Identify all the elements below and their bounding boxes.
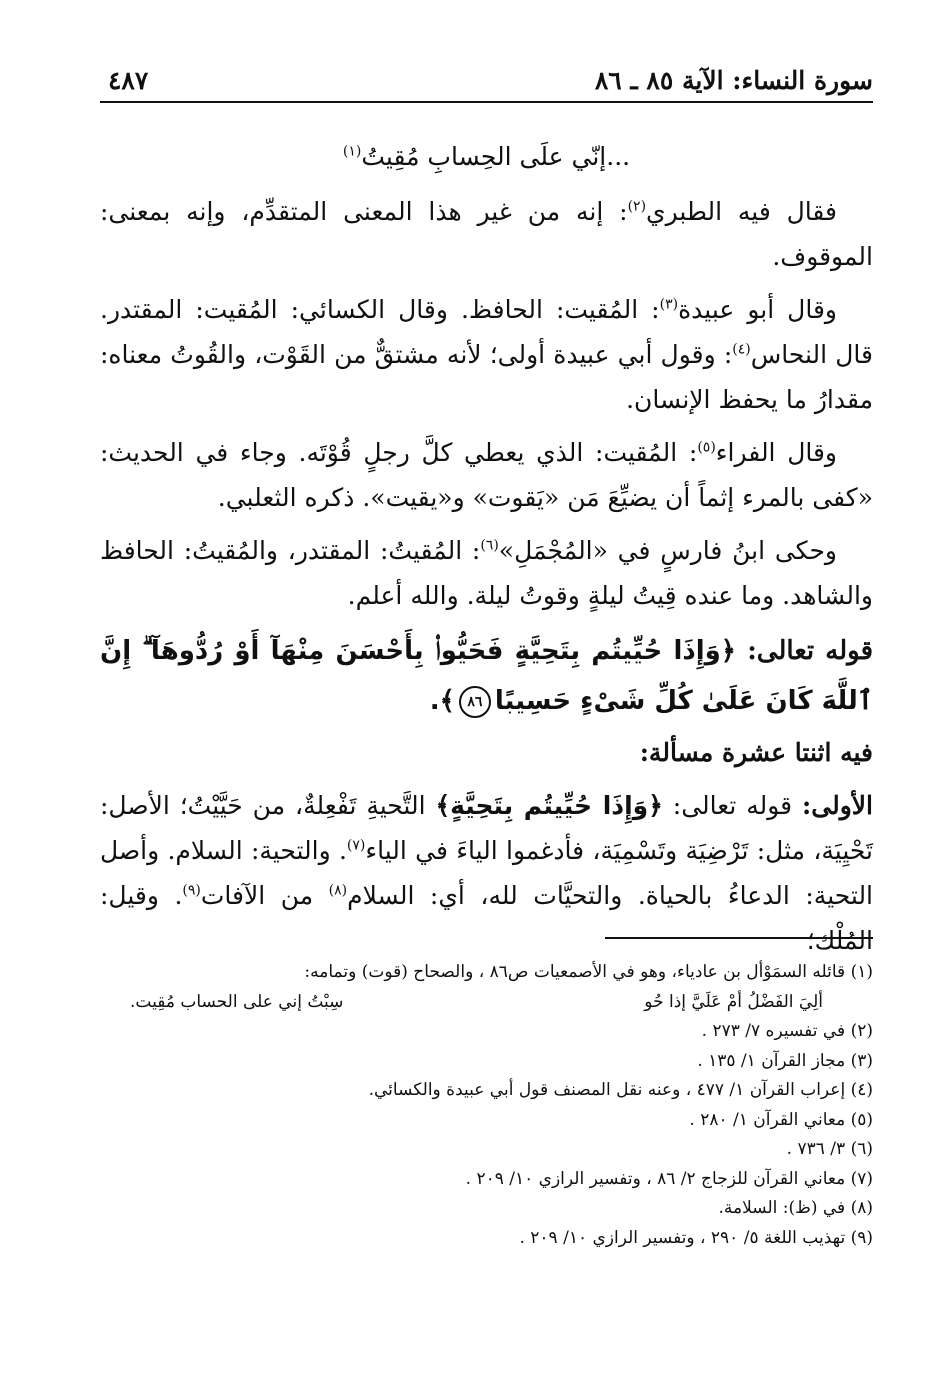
quran-label: قوله تعالى: — [736, 636, 874, 666]
footnotes — [100, 958, 873, 1253]
quran-text: ﴿وَإِذَا حُيِّيتُم بِتَحِيَّةٍ فَحَيُّوا۟ بِأَحْسَنَ مِنْهَآ أَوْ رُدُّوهَآ ۗ إِنَّ ٱللَّهَ كَانَ عَلَىٰ كُلِّ شَىْءٍ حَسِيبًا — [100, 636, 873, 716]
poem-hemistich-1: ألِيَ الفَضْلُ أمْ عَلَيَّ إذا حُو — [644, 991, 823, 1012]
text-run: وقال الفراء — [715, 438, 837, 467]
text-run: التَّحيةِ تَفْعِلةٌ، من حَيَّيْتُ؛ الأصل: تَحْيِيَة، مثل: تَرْضِيَة وتَسْمِيَة، فأدغموا الياءَ في الياء — [100, 791, 873, 865]
inline-quran: ﴿وَإِذَا حُيِّيتُم بِتَحِيَّةٍ﴾ — [435, 791, 663, 820]
paragraph-abu-ubayda — [100, 287, 873, 422]
footnote-ref: (٣) — [659, 296, 679, 313]
footnote-7: (٧) معاني القرآن للزجاج ٢/ ٨٦ ، وتفسير الرازي ١٠/ ٢٠٩ . — [465, 1168, 873, 1189]
footnote-ref: (٤) — [732, 341, 751, 358]
ayah-number-marker: ٨٦ — [459, 686, 491, 718]
text-run: وحكى ابنُ فارسٍ في «المُجْمَلِ» — [498, 536, 837, 565]
footnote-ref: (٥) — [697, 439, 716, 456]
paragraph-first-issue — [100, 783, 873, 963]
text-run: : المُقيتُ: المقتدر، والمُقيتُ: الحافظ والشاهد. وما عنده قِيتُ ليلةٍ وقوتُ ليلة. والله أعلم. — [100, 536, 873, 610]
header-divider — [100, 101, 873, 103]
text-run: فقال فيه الطبري — [646, 197, 837, 226]
issue-label: الأولى: — [802, 791, 873, 820]
text-run: : إنه من غير هذا المعنى المتقدِّم، وإنه بمعنى: الموقوف. — [100, 197, 873, 271]
footnote-3: (٣) مجاز القرآن ١/ ١٣٥ . — [697, 1050, 873, 1071]
page-number: ٤٨٧ — [108, 66, 149, 95]
footnote-9: (٩) تهذيب اللغة ٥/ ٢٩٠ ، وتفسير الرازي ١٠/ ٢٠٩ . — [519, 1227, 873, 1248]
footnote-ref: (٩) — [182, 882, 201, 899]
footnote-8: (٨) في (ظ): السلامة. — [718, 1198, 873, 1218]
footnote-ref: (١) — [342, 143, 362, 160]
text-run: : وقول أبي عبيدة أولى؛ لأنه مشتقٌّ من القَوْت، والقُوتُ معناه: مقدارُ ما يحفظ الإنسان. — [100, 340, 873, 414]
poem-hemistich-2: سِبْتُ إني على الحساب مُقِيت. — [130, 991, 344, 1012]
paragraph-farra — [100, 430, 873, 520]
main-text — [100, 128, 873, 971]
text-run: من الآفات — [200, 881, 329, 910]
quran-close: ﴾. — [429, 686, 455, 716]
text-run: : المُقيت: الذي يعطي كلَّ رجلٍ قُوْتَه. وجاء في الحديث: «كفى بالمرء إثماً أن يضيِّعَ مَن «يَقوت» و«يقيت». ذكره الثعلبي. — [100, 438, 873, 512]
footnote-2: (٢) في تفسيره ٧/ ٢٧٣ . — [701, 1021, 873, 1041]
text-run: . والتحية: السلام. وأصل التحية: الدعاءُ بالحياة. والتحيَّات لله، أي: السلام — [100, 836, 874, 910]
paragraph-tabari — [100, 189, 873, 279]
text-run: : المُقيت: الحافظ. وقال الكسائي: المُقيت: المقتدر. قال النحاس — [100, 295, 873, 369]
footnote-divider — [605, 937, 873, 939]
footnote-5: (٥) معاني القرآن ١/ ٢٨٠ . — [689, 1109, 873, 1130]
footnote-ref: (٢) — [627, 198, 647, 215]
footnote-1: (١) قائله السمَوْأل بن عادياء، وهو في الأصمعيات ص٨٦ ، والصحاح (قوت) وتمامه: — [304, 962, 873, 982]
text-run: قوله تعالى: — [662, 791, 803, 820]
quran-verse-heading — [100, 626, 873, 726]
footnote-4: (٤) إعراب القرآن ١/ ٤٧٧ ، وعنه نقل المصنف قول أبي عبيدة والكسائي. — [368, 1080, 873, 1100]
paragraph-ibn-faris — [100, 528, 873, 618]
footnote-1-poem — [100, 988, 873, 1018]
text-run: . وقيل: المُلْك؛ — [100, 881, 873, 955]
text-run: وقال أبو عبيدة — [678, 295, 837, 324]
verse-text: ...إنّي علَى الحِسابِ مُقِيتُ — [361, 142, 631, 171]
issues-heading: فيه اثنتا عشرة مسألة: — [639, 738, 873, 767]
footnote-6: (٦) ٣/ ٧٣٦ . — [786, 1139, 873, 1159]
footnote-ref: (٦) — [480, 537, 499, 554]
poetry-verse — [100, 134, 873, 179]
footnote-ref: (٨) — [328, 882, 348, 899]
page-header — [100, 62, 873, 102]
running-title: سورة النساء: الآية ٨٥ ـ ٨٦ — [594, 66, 873, 95]
footnote-ref: (٧) — [346, 837, 366, 854]
